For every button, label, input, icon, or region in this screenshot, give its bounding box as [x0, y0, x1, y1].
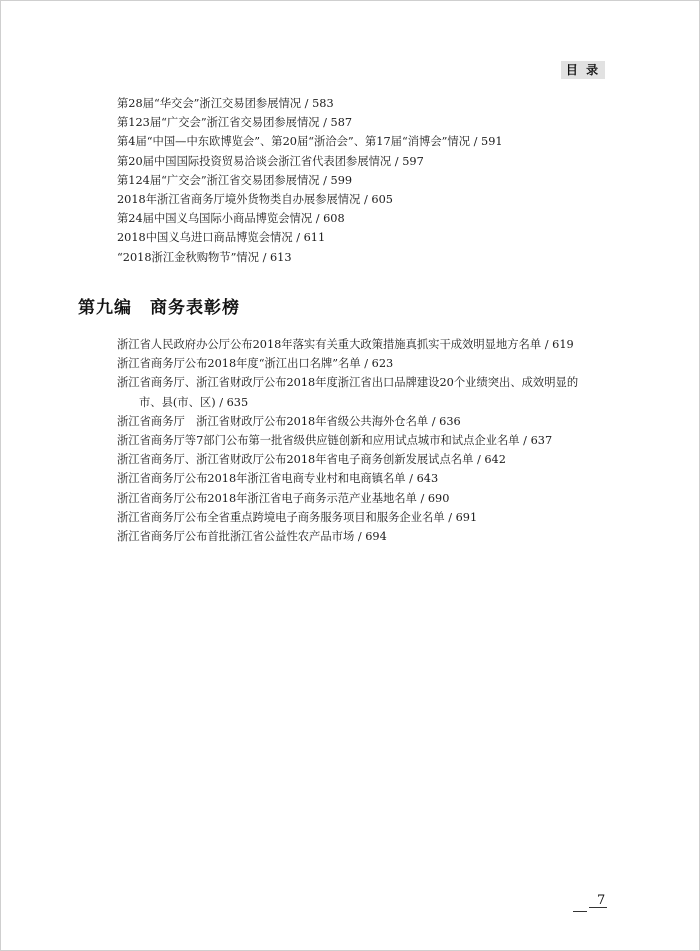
toc-entry[interactable]: 第28届“华交会”浙江交易团参展情况 / 583: [117, 97, 334, 110]
footer-rule: [573, 911, 587, 912]
toc-entry-multiline[interactable]: [117, 373, 597, 411]
toc-entry[interactable]: 浙江省商务厅公布全省重点跨境电子商务服务项目和服务企业名单 / 691: [117, 510, 478, 524]
toc-entry[interactable]: 浙江省商务厅公布首批浙江省公益性农产品市场 / 694: [117, 530, 387, 544]
toc-entry[interactable]: 浙江省商务厅、浙江省财政厅公布2018年省电子商务创新发展试点名单 / 642: [117, 453, 506, 467]
toc-entry[interactable]: 浙江省商务厅 浙江省财政厅公布2018年省级公共海外仓名单 / 636: [117, 414, 461, 428]
section-title: 商务表彰榜: [150, 298, 240, 318]
toc-entry[interactable]: 浙江省人民政府办公厅公布2018年落实有关重大政策措施真抓实干成效明显地方名单 / 619: [117, 338, 574, 351]
toc-entry[interactable]: 第24届中国义乌国际小商品博览会情况 / 608: [117, 212, 345, 226]
page-number: 7: [597, 893, 606, 908]
toc-entry[interactable]: 第4届“中国—中东欧博览会”、第20届“浙洽会”、第17届“消博会”情况 / 591: [117, 135, 503, 149]
toc-entry[interactable]: 2018年浙江省商务厅境外货物类自办展参展情况 / 605: [117, 193, 393, 207]
running-header-contents: 目 录: [561, 61, 605, 79]
toc-list-lower: [117, 335, 597, 546]
toc-entry[interactable]: 浙江省商务厅公布2018年度“浙江出口名牌”名单 / 623: [117, 357, 394, 371]
toc-entry-line1: 浙江省商务厅、浙江省财政厅公布2018年度浙江省出口品牌建设20个业绩突出、成效明显的: [117, 376, 579, 390]
section-heading: [78, 293, 240, 318]
toc-entry[interactable]: 2018中国义乌进口商品博览会情况 / 611: [117, 231, 326, 245]
toc-entry[interactable]: 第20届中国国际投资贸易洽谈会浙江省代表团参展情况 / 597: [117, 154, 424, 168]
toc-entry[interactable]: 第123届“广交会”浙江省交易团参展情况 / 587: [117, 116, 353, 130]
toc-entry[interactable]: 第124届“广交会”浙江省交易团参展情况 / 599: [117, 173, 353, 187]
section-number: 第九编: [78, 298, 132, 318]
toc-entry[interactable]: 浙江省商务厅等7部门公布第一批省级供应链创新和应用试点城市和试点企业名单 / 637: [117, 434, 553, 448]
toc-entry[interactable]: “2018浙江金秋购物节”情况 / 613: [117, 250, 292, 264]
toc-entry[interactable]: 浙江省商务厅公布2018年浙江省电商专业村和电商镇名单 / 643: [117, 472, 439, 486]
toc-entry[interactable]: 浙江省商务厅公布2018年浙江省电子商务示范产业基地名单 / 690: [117, 491, 450, 505]
toc-entry-line2: 市、县(市、区) / 635: [139, 395, 249, 409]
toc-list-upper: [117, 94, 503, 267]
